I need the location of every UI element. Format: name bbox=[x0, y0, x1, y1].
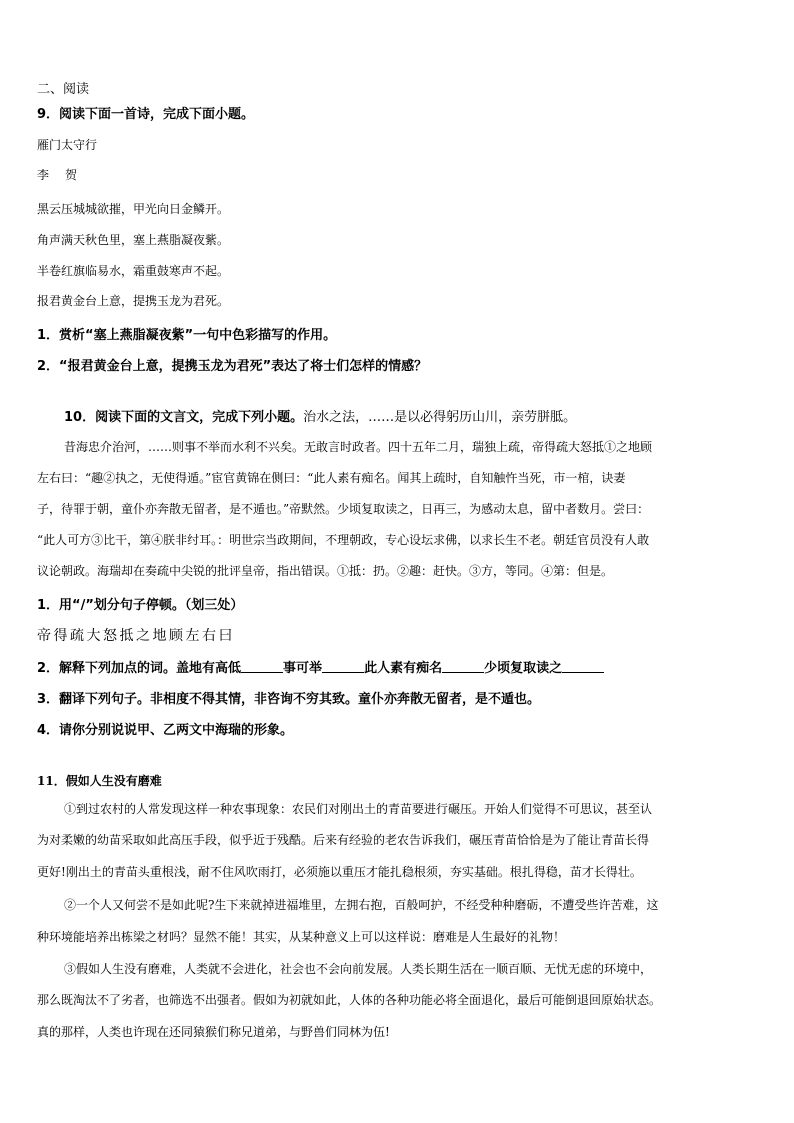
q10-sub-2-item: 此人素有痴名 bbox=[364, 661, 443, 676]
q11-paragraph-line: 更好!刚出土的青苗头重根浅，耐不住风吹雨打，必须施以重压才能扎稳根须，夯实基础。根扎得稳，苗才长得壮。 bbox=[37, 865, 642, 879]
q11-paragraph-line: ①到过农村的人常发现这样一种农事现象：农民们对刚出土的青苗要进行碾压。开始人们觉得不可思议，甚至认 bbox=[64, 802, 653, 816]
sentence-char: 地 bbox=[152, 628, 169, 644]
author-surname: 李 bbox=[37, 168, 50, 182]
poem-line: 黑云压城城欲摧，甲光向日金鳞开。 bbox=[37, 202, 230, 216]
q11-paragraph-line: ③假如人生没有磨难，人类就不会进化，社会也不会向前发展。人类长期生活在一顺百顺、无忧无虑的环境中， bbox=[64, 962, 653, 976]
poem-author bbox=[37, 166, 77, 183]
sentence-char: 左 bbox=[185, 628, 202, 644]
q10-sub-1: 1．用“/”划分句子停顿。（划三处） bbox=[37, 598, 244, 613]
division-sentence bbox=[37, 625, 235, 645]
q11-paragraph-line: 真的那样，人类也许现在还同猿猴们称兄道弟，与野兽们同林为伍! bbox=[37, 1025, 390, 1039]
q11-paragraph-line: 为对柔嫩的幼苗采取如此高压手段，似乎近于残酷。后来有经验的老农告诉我们，碾压青苗恰恰是为了能让青苗长得 bbox=[37, 833, 650, 847]
poem-title: 雁门太守行 bbox=[37, 138, 98, 152]
sentence-char: 怒 bbox=[103, 628, 120, 644]
poem-line: 角声满天秋色里，塞上燕脂凝夜紫。 bbox=[37, 233, 230, 247]
q11-paragraph-line: 那么既淘汰不了劣者，也筛选不出强者。假如为初就如此，人体的各种功能必将全面退化，最后可能倒退回原始状态。 bbox=[37, 993, 662, 1007]
q9-question-1: 1．赏析“塞上燕脂凝夜紫”一句中色彩描写的作用。 bbox=[37, 328, 337, 343]
sentence-char: 疏 bbox=[70, 628, 87, 644]
sentence-char: 大 bbox=[86, 628, 103, 644]
q10-sub-2-item: 事可举 bbox=[283, 661, 323, 676]
author-given: 贺 bbox=[65, 168, 78, 182]
q10-intro-line bbox=[64, 406, 576, 425]
q11-title: 11．假如人生没有磨难 bbox=[37, 774, 162, 788]
q10-sub-2-item: 少顷复取读之 bbox=[484, 661, 563, 676]
q11-paragraph-line: 种环境能培养出栋梁之材吗？显然不能！其实，从某种意义上可以这样说：磨难是人生最好的礼物！ bbox=[37, 930, 566, 944]
answer-blank[interactable] bbox=[241, 660, 283, 673]
q10-intro: 10．阅读下面的文言文，完成下列小题。 bbox=[64, 410, 304, 425]
q11-paragraph-line: ②一个人又何尝不是如此呢?生下来就掉进福堆里，左拥右抱，百般呵护，不经受种种磨砺，不遭受些许苦难，这 bbox=[64, 898, 659, 912]
q10-sub-2-prefix: 2．解释下列加点的词。盖地有高低 bbox=[37, 661, 242, 676]
section-heading: 二、阅读 bbox=[37, 82, 90, 97]
sentence-char: 抵 bbox=[119, 628, 136, 644]
answer-blank[interactable] bbox=[442, 660, 484, 673]
sentence-char: 右 bbox=[202, 628, 219, 644]
answer-blank[interactable] bbox=[322, 660, 364, 673]
poem-line: 半卷红旗临易水，霜重鼓寒声不起。 bbox=[37, 264, 230, 278]
sentence-char: 之 bbox=[136, 628, 153, 644]
sentence-char: 帝 bbox=[37, 628, 54, 644]
q10-sub-4: 4．请你分别说说甲、乙两文中海瑞的形象。 bbox=[37, 723, 294, 738]
q10-passage-line: 昔海忠介治河，……则事不举而水利不兴矣。无敢言时政者。四十五年二月，瑞独上疏，帝得疏大怒抵①之地顾 bbox=[64, 440, 653, 454]
answer-blank[interactable] bbox=[562, 660, 604, 673]
q10-passage-a: 治水之法，……是以必得躬历山川，亲劳胼胝。 bbox=[303, 410, 577, 425]
q9-question-2: 2．“报君黄金台上意，提携玉龙为君死”表达了将士们怎样的情感？ bbox=[37, 359, 428, 374]
sentence-char: 得 bbox=[53, 628, 70, 644]
q10-passage-line: 子，待罪于朝，童仆亦奔散无留者，是不遁也。”帝默然。少顷复取读之，日再三，为感动太息，留中者数月。尝曰： bbox=[37, 502, 650, 516]
q10-sub-2 bbox=[37, 657, 604, 676]
sentence-char: 顾 bbox=[169, 628, 186, 644]
q9-intro: 9．阅读下面一首诗，完成下面小题。 bbox=[37, 107, 255, 122]
q10-passage-line: 左右曰：“趣②执之，无使得遁。”宦官黄锦在侧曰：“此人素有痴名。闻其上疏时，自知触忤当死，市一棺，诀妻 bbox=[37, 471, 626, 485]
q10-passage-line: 议论朝政。海瑞却在奏疏中尖锐的批评皇帝，指出错误。①抵：扔。②趣：赶快。③方，等同。④第：但是。 bbox=[37, 564, 614, 578]
q10-passage-line: “此人可方③比干，第④朕非纣耳。：明世宗当政期间，不理朝政，专心设坛求佛，以求长生不老。朝廷官员没有人敢 bbox=[37, 533, 650, 547]
poem-line: 报君黄金台上意，提携玉龙为君死。 bbox=[37, 294, 230, 308]
q10-sub-3: 3．翻译下列句子。非相度不得其情，非咨询不穷其致。童仆亦奔散无留者，是不遁也。 bbox=[37, 692, 541, 707]
sentence-char: 曰 bbox=[218, 628, 235, 644]
